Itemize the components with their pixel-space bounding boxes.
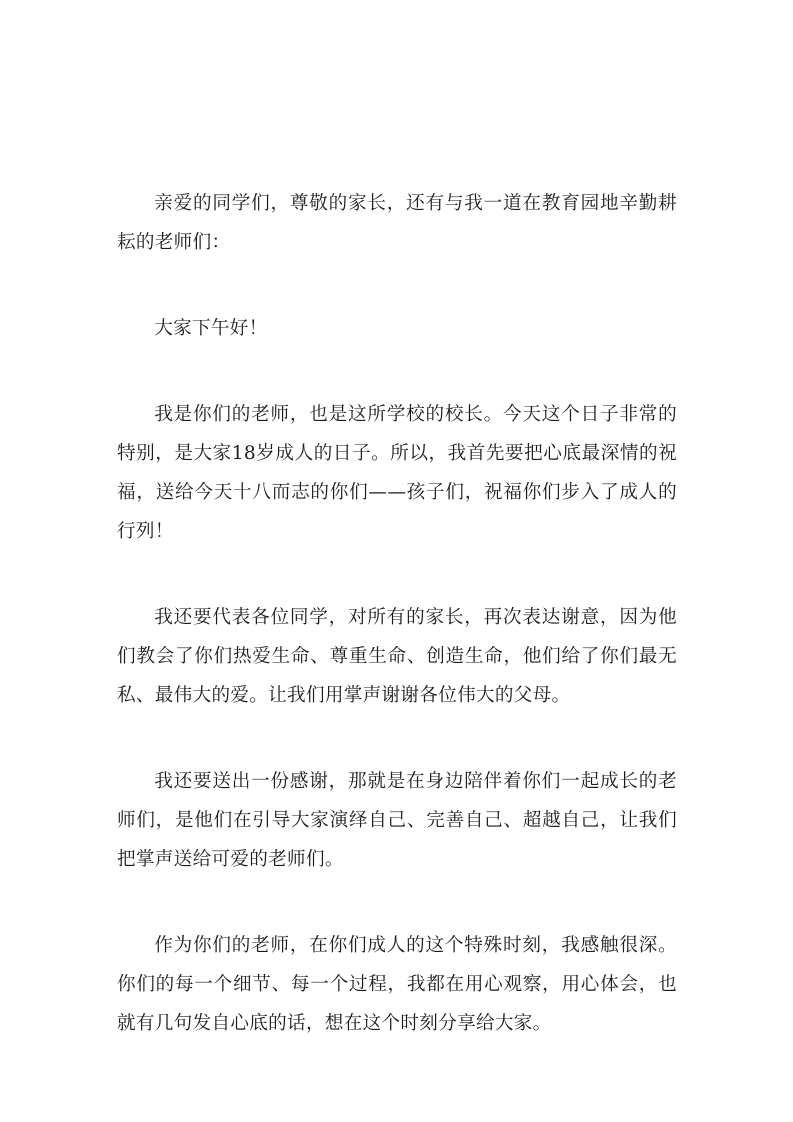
introduction-paragraph: 我是你们的老师，也是这所学校的校长。今天这个日子非常的特别，是大家18岁成人的日子。所以，我首先要把心底最深情的祝福，送给今天十八而志的你们——孩子们，祝福你们步入了成人的行列！ bbox=[117, 404, 677, 542]
thanks-parents-paragraph: 我还要代表各位同学，对所有的家长，再次表达谢意，因为他们教会了你们热爱生命、尊重生命、创造生命，他们给了你们最无私、最伟大的爱。让我们用掌声谢谢各位伟大的父母。 bbox=[117, 607, 677, 706]
salutation-paragraph: 亲爱的同学们，尊敬的家长，还有与我一道在教育园地辛勤耕耘的老师们： bbox=[117, 193, 677, 253]
greeting-paragraph: 大家下午好！ bbox=[154, 318, 268, 339]
thanks-teachers-paragraph: 我还要送出一份感谢，那就是在身边陪伴着你们一起成长的老师们，是他们在引导大家演绎自己、完善自己、超越自己，让我们把掌声送给可爱的老师们。 bbox=[117, 771, 677, 870]
document-page bbox=[117, 184, 677, 1043]
reflection-paragraph: 作为你们的老师，在你们成人的这个特殊时刻，我感触很深。你们的每一个细节、每一个过程，我都在用心观察，用心体会，也就有几句发自心底的话，想在这个时刻分享给大家。 bbox=[117, 935, 677, 1034]
